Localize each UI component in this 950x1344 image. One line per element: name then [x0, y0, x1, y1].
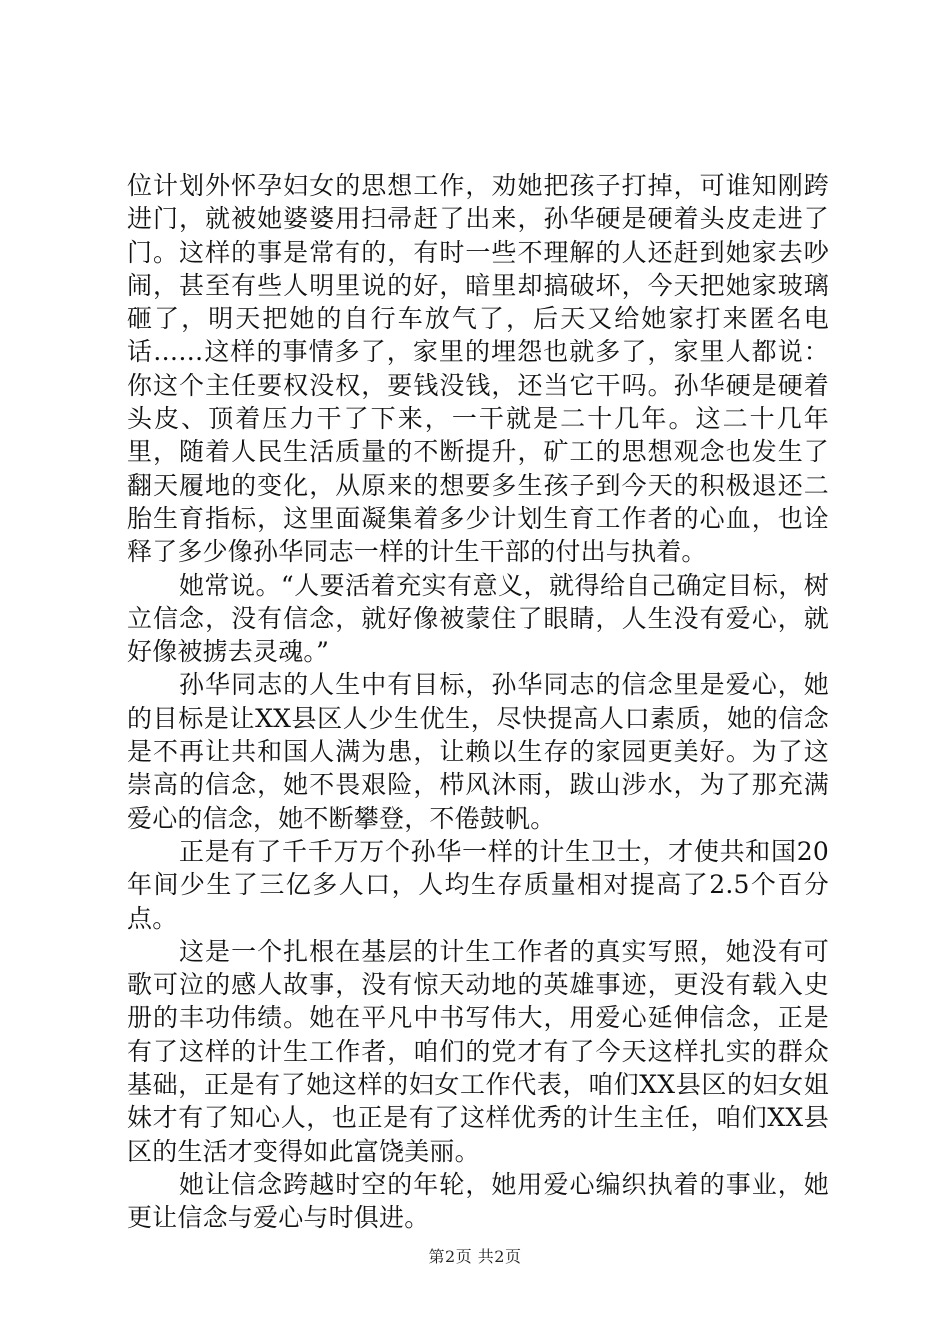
paragraph-closing: 她让信念跨越时空的年轮，她用爱心编织执着的事业，她更让信念与爱心与时俱进。: [127, 1169, 829, 1233]
document-body: [127, 169, 829, 1235]
paragraph-quote: 她常说。“人要活着充实有意义，就得给自己确定目标，树立信念，没有信念，就好像被蒙住了眼睛，人生没有爱心，就好像被掳去灵魂。”: [127, 570, 829, 667]
paragraph-statistics: 正是有了千千万万个孙华一样的计生卫士，才使共和国20年间少生了三亿多人口，人均生存质量相对提高了2.5个百分点。: [127, 836, 829, 933]
paragraph-goals: 孙华同志的人生中有目标，孙华同志的信念里是爱心，她的目标是让XX县区人少生优生，尽快提高人口素质，她的信念是不再让共和国人满为患，让赖以生存的家园更美好。为了这崇高的信念，她不畏艰险，栉风沐雨，跋山涉水，为了那充满爱心的信念，她不断攀登，不倦鼓帆。: [127, 670, 829, 833]
page-number-footer: 第2页 共2页: [428, 1247, 522, 1266]
paragraph-portrait: 这是一个扎根在基层的计生工作者的真实写照，她没有可歌可泣的感人故事，没有惊天动地的英雄事迹，更没有载入史册的丰功伟绩。她在平凡中书写伟大，用爱心延伸信念，正是有了这样的计生工作者，咱们的党才有了今天这样扎实的群众基础，正是有了她这样的妇女工作代表，咱们XX县区的妇女姐妹才有了知心人，也正是有了这样优秀的计生主任，咱们XX县区的生活才变得如此富饶美丽。: [127, 936, 829, 1166]
paragraph-continued: 位计划外怀孕妇女的思想工作，劝她把孩子打掉，可谁知刚跨进门，就被她婆婆用扫帚赶了出来，孙华硬是硬着头皮走进了门。这样的事是常有的，有时一些不理解的人还赶到她家去吵闹，甚至有些人明里说的好，暗里却搞破坏，今天把她家玻璃砸了，明天把她的自行车放气了，后天又给她家打来匿名电话……这样的事情多了，家里的埋怨也就多了，家里人都说：你这个主任要权没权，要钱没钱，还当它干吗。孙华硬是硬着头皮、顶着压力干了下来，一干就是二十几年。这二十几年里，随着人民生活质量的不断提升，矿工的思想观念也发生了翻天履地的变化，从原来的想要多生孩子到今天的积极退还二胎生育指标，这里面凝集着多少计划生育工作者的心血，也诠释了多少像孙华同志一样的计生干部的付出与执着。: [127, 171, 829, 567]
